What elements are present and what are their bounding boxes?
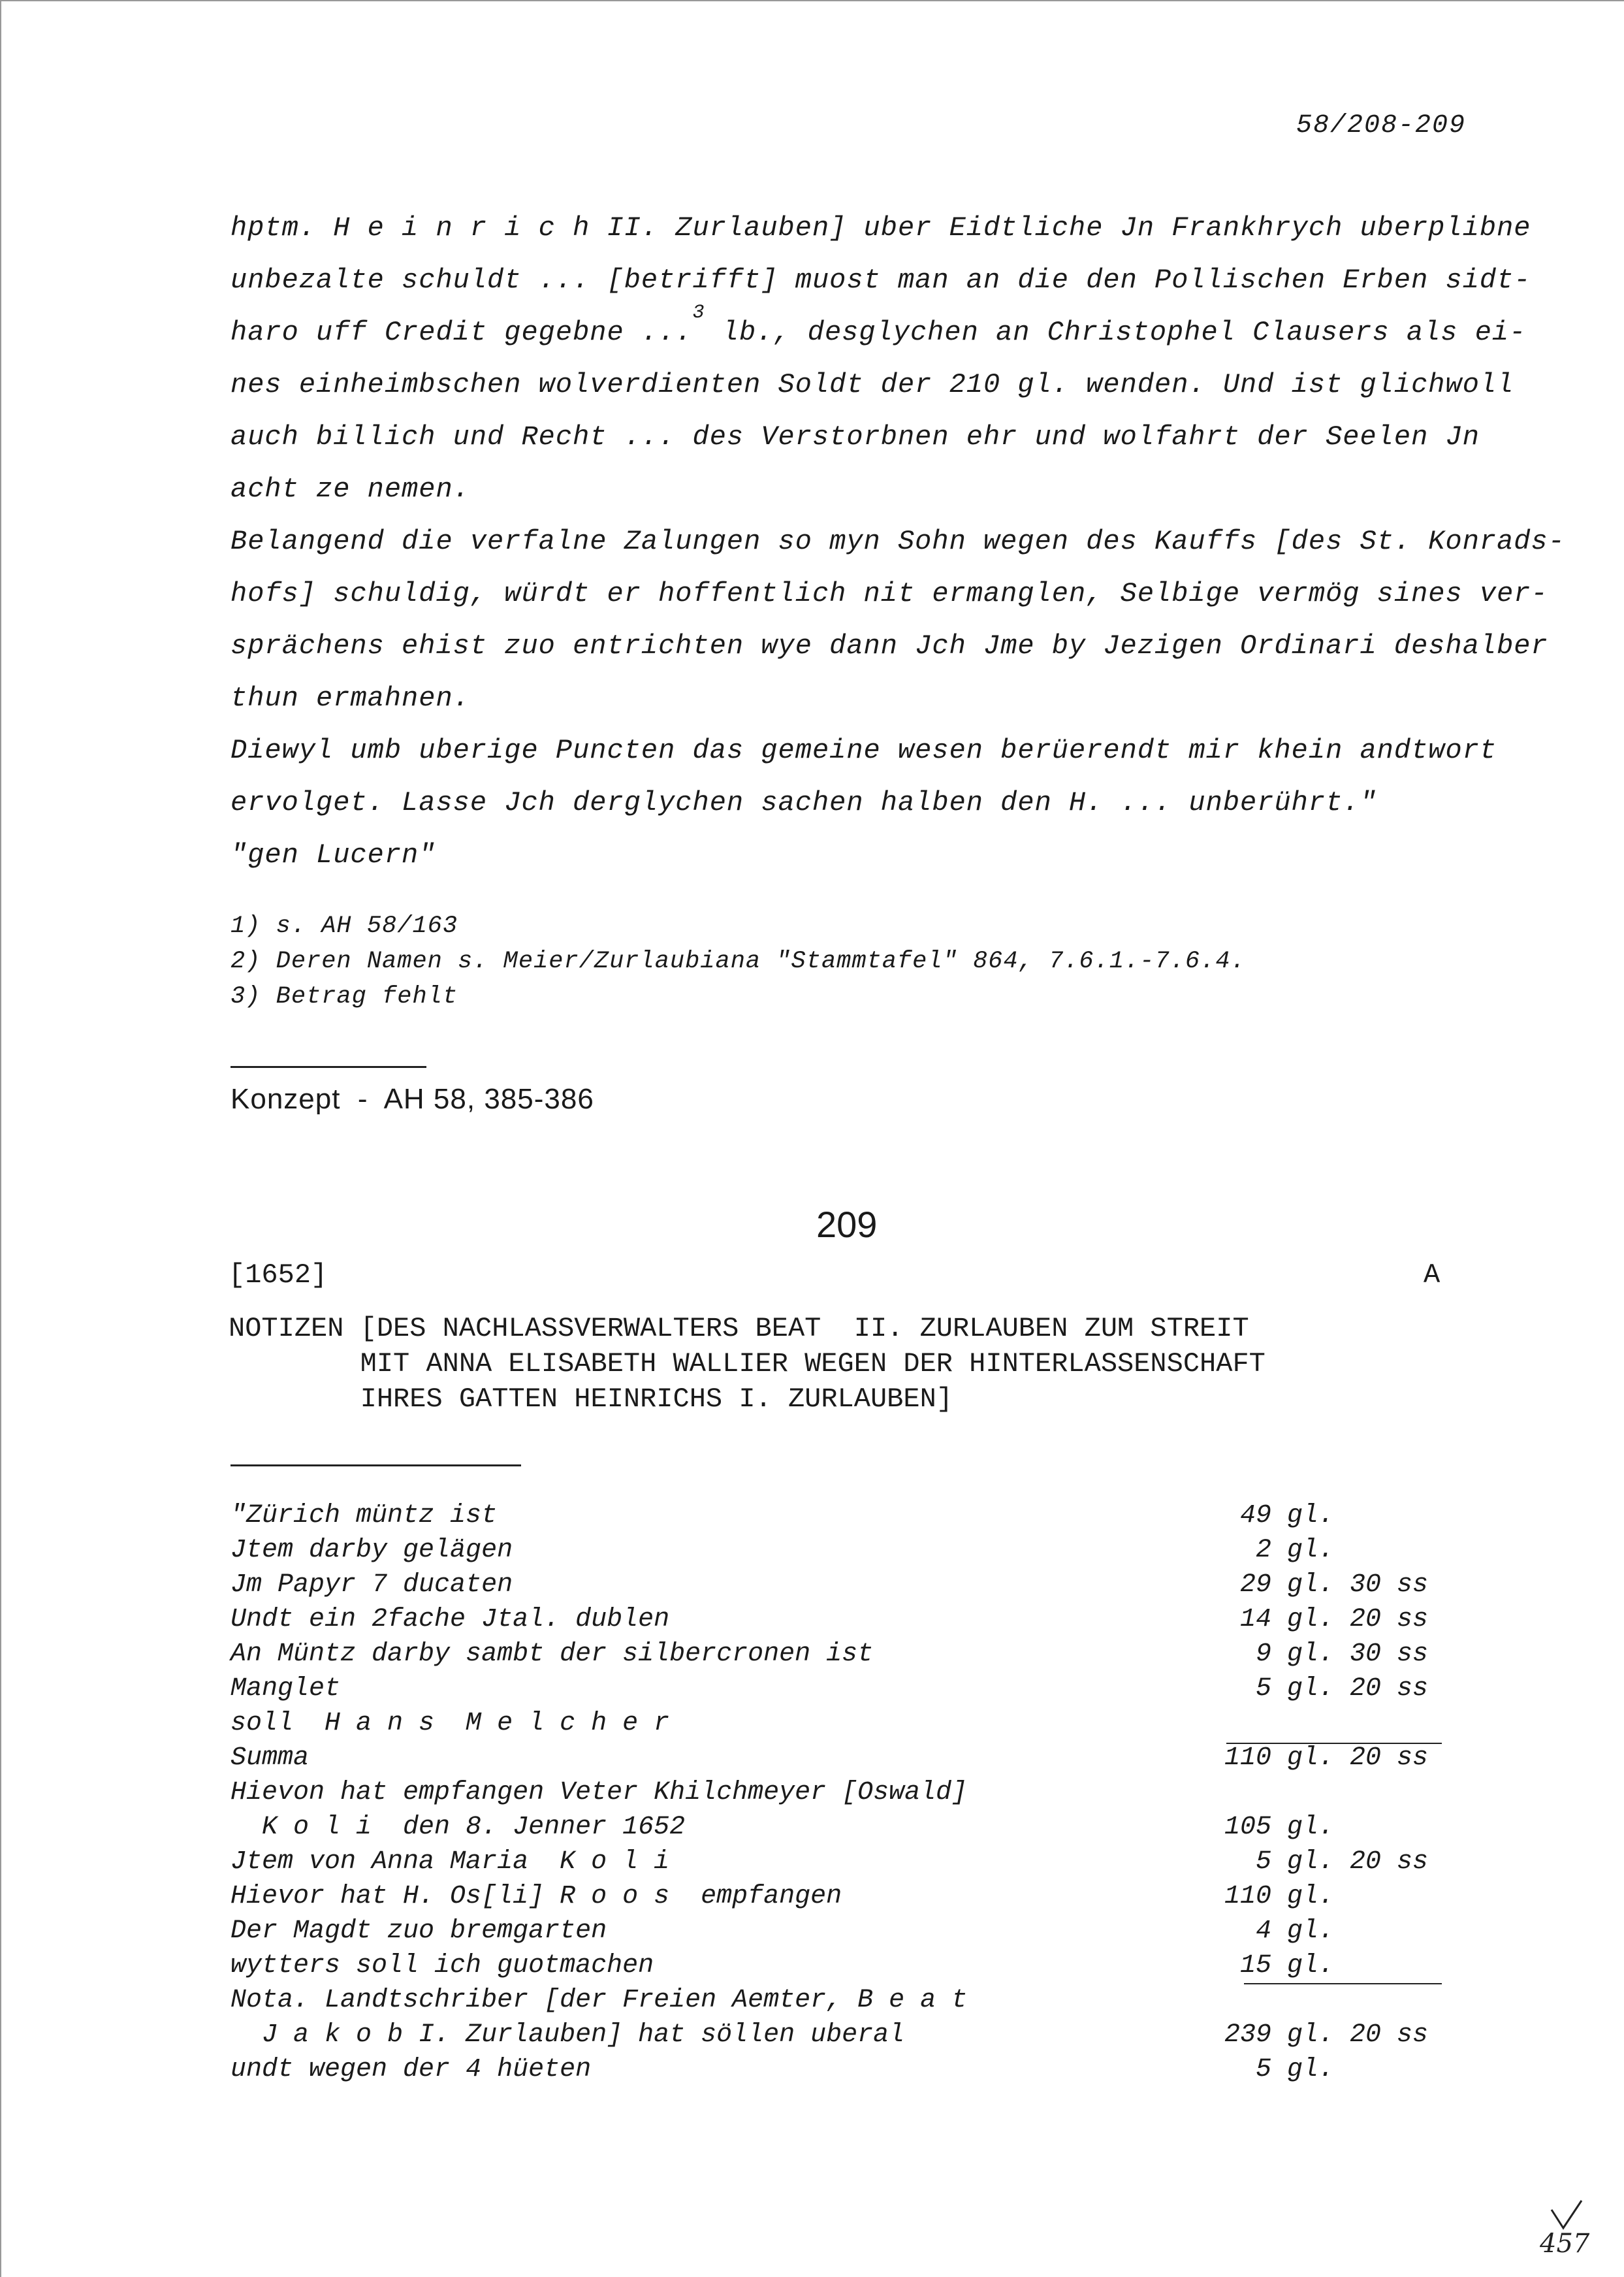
ledger-row-17-amount: 5 gl. [1224,2055,1335,2084]
ledger-row-5-amount: 9 gl. 30 ss [1224,1639,1429,1669]
ledger-row-6-label: Manglet [231,1674,341,1704]
paragraph-line-4: nes einheimbschen wolverdienten Soldt der 210 gl. wenden. Und ist glichwoll [231,369,1514,400]
ledger-row-4-amount: 14 gl. 20 ss [1224,1605,1429,1634]
ledger-row-12-amount: 110 gl. [1224,1882,1335,1911]
paragraph-line-9: sprächens ehist zuo entrichten wye dann Jch Jme by Jezigen Ordinari deshalber [231,630,1548,662]
ledger-row-13-amount: 4 gl. [1224,1916,1335,1946]
source-note: Konzept - AH 58, 385-386 [231,1083,594,1115]
sum-rule-2 [1244,1983,1442,1984]
paragraph-line-6: acht ze nemen. [231,474,470,505]
ledger-row-10-amount: 105 gl. [1224,1813,1335,1842]
paragraph-line-12: ervolget. Lasse Jch derglychen sachen halben den H. ... unberührt." [231,787,1377,818]
ledger-row-17-label: undt wegen der 4 hüeten [231,2055,592,2084]
ledger-row-7-label: soll H a n s M e l c h e r [231,1709,670,1738]
paragraph-line-2: unbezalte schuldt ... [betrifft] muost man an die den Pollischen Erben sidt- [231,265,1531,296]
ledger-row-13-label: Der Magdt zuo bremgarten [231,1916,607,1946]
ledger-row-3-amount: 29 gl. 30 ss [1224,1570,1429,1600]
paragraph-line-3-rest: lb., desglychen an Christophel Clausers als ei- [705,317,1527,348]
document-tag: A [1424,1259,1441,1291]
paragraph-line-10: thun ermahnen. [231,683,470,714]
handwritten-closing: "gen Lucern" [231,839,436,871]
title-line-3: IHRES GATTEN HEINRICHS I. ZURLAUBEN] [229,1383,953,1415]
page-reference: 58/208-209 [1296,111,1467,140]
ledger-row-4-label: Undt ein 2fache Jtal. dublen [231,1605,670,1634]
title-line-2: MIT ANNA ELISABETH WALLIER WEGEN DER HINTERLASSENSCHAFT [229,1348,1266,1380]
document-date: [1652] [229,1259,328,1291]
ledger-row-3-label: Jm Papyr 7 ducaten [231,1570,513,1600]
footnote-3: 3) Betrag fehlt [231,983,458,1010]
ledger-row-5-label: An Müntz darby sambt der silbercronen ist [231,1639,874,1669]
ledger-row-6-amount: 5 gl. 20 ss [1224,1674,1429,1704]
footnote-marker-3: 3 [692,302,705,324]
ledger-row-1-label: "Zürich müntz ist [231,1501,498,1530]
title-divider [231,1464,521,1466]
ledger-row-16-amount: 239 gl. 20 ss [1224,2020,1429,2050]
paragraph-line-8: hofs] schuldig, würdt er hoffentlich nit ermanglen, Selbige vermög sines ver- [231,578,1548,609]
ledger-row-8-amount: 110 gl. 20 ss [1224,1743,1429,1773]
paragraph-line-3-text: haro uff Credit gegebne ... [231,317,693,348]
ledger-row-2-amount: 2 gl. [1224,1536,1335,1565]
ledger-row-14-amount: 15 gl. [1224,1951,1335,1980]
paragraph-line-5: auch billich und Recht ... des Verstorbnen ehr und wolfahrt der Seelen Jn [231,421,1480,453]
ledger-row-2-label: Jtem darby gelägen [231,1536,513,1565]
ledger-row-14-label: wytters soll ich guotmachen [231,1951,654,1980]
paragraph-line-7: Belangend die verfalne Zalungen so myn Sohn wegen des Kauffs [des St. Konrads- [231,526,1565,557]
ledger-row-11-label: Jtem von Anna Maria K o l i [231,1847,670,1877]
ledger-row-10-label: K o l i den 8. Jenner 1652 [231,1813,686,1842]
margin-page-number: 457 [1540,2229,1590,2259]
ledger-row-9-label: Hievon hat empfangen Veter Khilchmeyer [Oswald] [231,1778,968,1807]
footnote-2: 2) Deren Namen s. Meier/Zurlaubiana "Stammtafel" 864, 7.6.1.-7.6.4. [231,948,1246,975]
ledger-row-16-label: J a k o b I. Zurlauben] hat söllen uberal [231,2020,905,2050]
ledger-row-15-label: Nota. Landtschriber [der Freien Aemter, B e a t [231,1986,968,2015]
ledger-row-12-label: Hievor hat H. Os[li] R o o s empfangen [231,1882,842,1911]
ledger-row-11-amount: 5 gl. 20 ss [1224,1847,1429,1877]
ledger-row-1-amount: 49 gl. [1224,1501,1335,1530]
paragraph-line-1: hptm. H e i n r i c h II. Zurlauben] uber Eidtliche Jn Frankhrych uberplibne [231,212,1531,244]
title-line-1: NOTIZEN [DES NACHLASSVERWALTERS BEAT II. ZURLAUBEN ZUM STREIT [229,1313,1249,1344]
paragraph-line-11: Diewyl umb uberige Puncten das gemeine wesen berüerendt mir khein andtwort [231,735,1497,766]
section-divider [231,1066,426,1068]
ledger-row-8-label: Summa [231,1743,310,1773]
paragraph-line-3 [231,302,1527,348]
footnote-1: 1) s. AH 58/163 [231,912,458,940]
document-number: 209 [816,1204,878,1245]
